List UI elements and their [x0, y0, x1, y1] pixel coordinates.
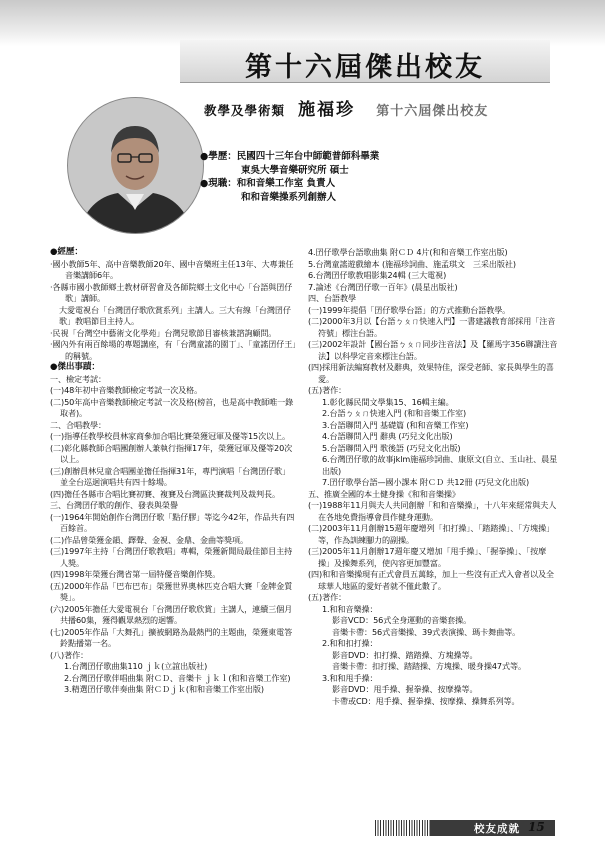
text-line: 四、台語教學 [308, 293, 356, 303]
profile-name: 施福珍 [298, 100, 356, 120]
text-line: (一)1988年11月與夫人共同創辦「和和音樂操」，十八年來經常與夫人在各地免費指導會員作健身運動。 [308, 500, 557, 522]
footer-stripes [375, 820, 430, 836]
education-line: 民國四十三年台中師範普師科畢業 [236, 151, 380, 162]
text-line: 6.台灣囝仔歌教唱影集24輯 (三大電視) [308, 270, 447, 280]
text-line: (三)2002年設計【國台語ㄅㄆㄇ同步注音法】及【羅馬字356聯讀注音法】以科學定音來標注台語。 [308, 339, 558, 361]
text-line: (一)48年初中音樂教師檢定考試一次及格。 [50, 385, 203, 395]
text-line: (四)擔任各縣市合唱比賽初賽、複賽及台灣區決賽裁判及裁判長。 [50, 488, 280, 499]
education-row [200, 150, 540, 164]
text-line: 1.和和音樂操： [322, 603, 378, 614]
profile-edition: 第十六屆傑出校友 [376, 104, 489, 119]
right-column [308, 247, 558, 707]
text-line: (二)2000年3月以【台語ㄅㄆㄇ快速入門】一書建議教育部採用「注音符號」標注台語。 [308, 316, 556, 338]
text-line: 影音DVD：甩手操、握拳操、按摩操等。 [332, 684, 478, 694]
portrait-figure [68, 98, 203, 233]
text-line: (五)著作： [308, 385, 347, 395]
footer-section-label: 校友成就 [474, 823, 520, 835]
title-banner [180, 40, 550, 83]
text-line: 3.和和甩手操： [322, 672, 378, 683]
text-line: (四)採用新法編寫教材及辭典，效果特佳，深受老師、家長與學生的喜愛。 [308, 362, 554, 384]
text-line: (一)1999年提倡「囝仔歌學台語」的方式推動台語教學。 [308, 304, 511, 315]
text-line: 7.囝仔歌學台語—國小課本 附ＣＤ 共12冊 (巧兒文化出版) [322, 477, 530, 487]
profile-category: 教學及學術類 [204, 103, 286, 118]
text-line: ●傑出事蹟： [50, 362, 100, 372]
text-line: ‧民視「台灣空中藝術文化學苑」台灣兒歌節目審核兼諮詢顧問。 [50, 327, 277, 338]
text-line: 4.台語聯問入門 辭典 (巧兒文化出版) [322, 431, 453, 441]
text-line: (八)著作： [50, 649, 89, 660]
text-line: 5.台灣童謠遊戲繪本 (施福珍詞曲、施孟琪文 三采出版社) [308, 258, 516, 269]
text-line: ‧國小教師5年、高中音樂教師20年、國中音樂班主任13年、大專兼任音樂講師6年。 [50, 258, 294, 280]
text-line: (一)指導任教學校員林家商參加合唱比賽榮獲冠軍及優等15次以上。 [50, 431, 291, 441]
text-line: (五)2000年作品「巴布巴布」榮獲世界奧林匹克合唱大賽「金牌金質獎」。 [50, 580, 293, 602]
text-line: (二)彰化縣教師合唱團創辦人兼執行指揮17年，榮獲冠軍及優等20次以上。 [50, 442, 293, 464]
text-line: (四)1998年榮獲台灣省第一屆特優音樂創作獎。 [50, 569, 221, 579]
education-label: ●學歷： [200, 151, 237, 162]
text-line: (四)和和音樂操現有正式會員五萬餘，加上一些沒有正式入會者以及全球華人地區的愛好者就不僅此數了。 [308, 569, 554, 591]
current-line: 和和音樂工作室 負責人 [236, 178, 336, 189]
current-line: 和和音樂操系列創辦人 [241, 191, 337, 203]
text-line: (二)2003年11月創辦15週年慶增列「扣打操」、「踏踏操」、「方塊操」等，作為訓練腳力的副操。 [308, 523, 555, 545]
current-position-row [200, 177, 540, 191]
text-line: (七)2005年作品「大舞孔」擴被網路為最熱門的主題曲，榮獲東電答鈴點播第一名。 [50, 626, 293, 648]
text-line: (二)50年高中音樂教師檢定考試一次及格(榜首，也是高中教師唯一錄取者)。 [50, 396, 294, 418]
text-line: 影音DVD：扣打操、踏踏操、方塊操等。 [332, 649, 478, 660]
left-column [50, 247, 298, 696]
text-line: 二、合唱教學： [50, 419, 106, 430]
text-line: (三)1997年主持「台灣囝仔歌教唱」專輯，榮獲新聞局最佳節目主持人獎。 [50, 546, 293, 568]
current-label: ●現職： [200, 178, 237, 189]
text-line: 3.台語聯問入門 基礎篇 (和和音樂工作室) [322, 419, 469, 430]
text-line: 三、台灣囝仔歌的創作、發表與榮譽 [50, 500, 178, 510]
text-line: ●經歷： [50, 247, 83, 257]
text-line: 2.台語ㄅㄆㄇ快速入門 (和和音樂工作室) [322, 408, 467, 418]
text-line: ‧各縣市國小教師鄉土教材研習會及各師院鄉土文化中心「台語與囝仔歌」講師。 [50, 281, 293, 303]
text-line: 音樂卡帶：扣打操、踏踏操、方塊操、暖身操47式等。 [332, 661, 526, 671]
text-line: 影音VCD：56式全身運動的音樂套操。 [332, 615, 472, 625]
text-line: 一、檢定考試： [50, 373, 106, 384]
profile-heading [204, 95, 489, 120]
portrait-photo [67, 97, 204, 234]
text-line: (三)創辦員林兒童合唱團並擔任指揮31年，專門演唱「台灣囝仔歌」並全台巡迴演唱共有四十餘場。 [50, 465, 291, 487]
education-row [200, 164, 540, 178]
text-line: 3.精選囝仔歌伴奏曲集 附ＣＤｊｋ(和和音樂工作室出版) [64, 684, 264, 694]
text-line: (一)1964年開始創作台灣囝仔歌「點仔膠」等迄今42年，作品共有四百餘首。 [50, 511, 295, 533]
text-line: (三)2005年11月創辦17週年慶又增加「甩手操」、「握拳操」、「按摩操」及操舞系列，使內容更加豐富。 [308, 546, 547, 568]
text-line: (六)2005年擔任大愛電視台「台灣囝仔歌欣賞」主講人，連續三個月共播60集，獲得觀眾熱烈的迴響。 [50, 603, 293, 625]
profile-bio [200, 150, 540, 204]
text-line: 4.囝仔歌學台語歌曲集 附ＣＤ 4片(和和音樂工作室出版) [308, 247, 508, 257]
current-position-row [200, 191, 540, 205]
education-line: 東吳大學音樂研究所 碩士 [241, 164, 349, 176]
page-number: 15 [528, 820, 545, 834]
text-line: (五)著作： [308, 592, 347, 602]
text-line: 5.台語聯問入門 歌後語 (巧兒文化出版) [322, 442, 461, 453]
text-line: (二)作品曾榮獲金韻、鐸聲、金視、金鼎、金曲等獎項。 [50, 534, 248, 545]
text-line: 五、推廣全國的本土健身操《和和音樂操》 [308, 488, 460, 499]
text-line: 6.台灣囝仔歌的故事jklm施福珍詞曲、康原文(自立、玉山社、晨星出版) [322, 454, 558, 476]
text-line: 2.台灣囝仔歌伴唱曲集 附ＣＤ、音樂卡 ｊｋｌ(和和音樂工作室) [64, 672, 291, 683]
text-line: 大愛電視台「台灣囝仔歌欣賞系列」主講人。三大有線「台灣囝仔歌」教唱節目主持人。 [59, 304, 291, 326]
page-title: 第十六屆傑出校友 [245, 52, 485, 83]
text-line: 卡帶或CD：甩手操、握拳操、按摩操、操舞系列等。 [332, 695, 520, 706]
text-line: 1.彰化縣民間文學集15、16輯主編。 [322, 396, 454, 407]
text-line: 1.台灣囝仔歌曲集110 ｊｋ(立誼出版社) [64, 661, 208, 671]
text-line: 2.和和扣打操： [322, 638, 378, 648]
text-line: 音樂卡帶：56式音樂操、39式表演操、瑪卡舞曲等。 [332, 626, 521, 637]
text-line: 7.論述《台灣囝仔歌一百年》(晨星出版社) [308, 281, 458, 292]
text-line: ‧國內外有兩百餘場的專題講座，有「台灣童謠的園丁」、「童謠囝仔王」的稱號。 [50, 339, 297, 361]
